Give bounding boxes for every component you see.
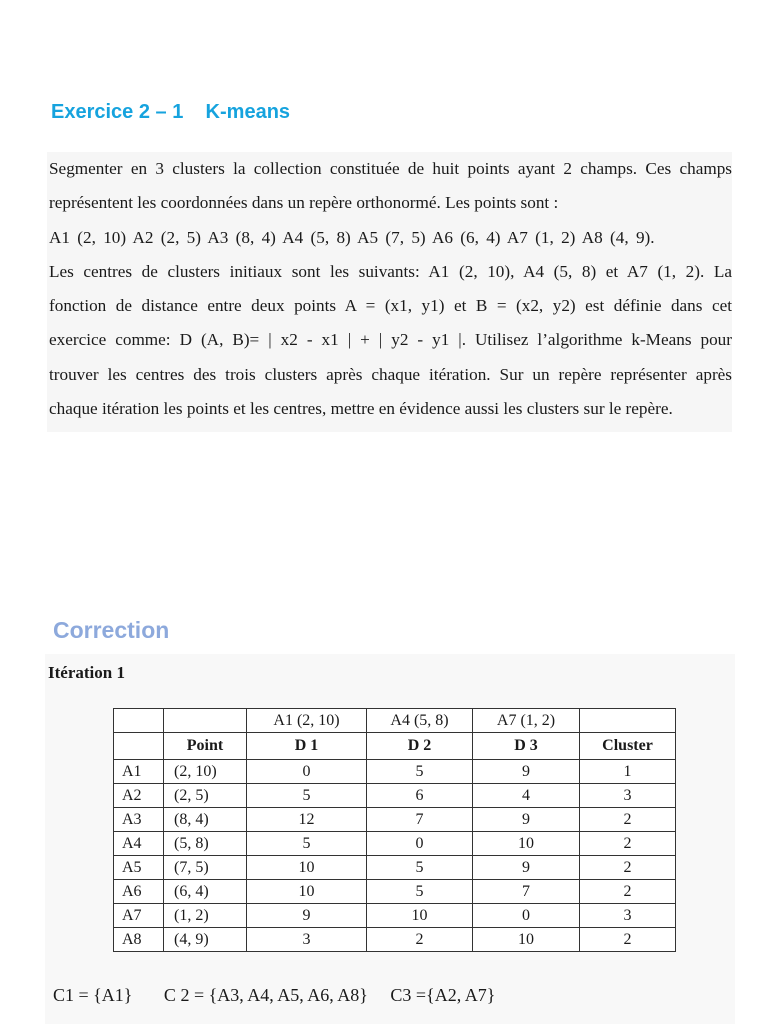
point-coords: (1, 2) xyxy=(164,904,247,928)
distance-d3: 10 xyxy=(473,832,580,856)
empty-header-cell xyxy=(164,709,247,733)
row-id: A6 xyxy=(114,880,164,904)
correction-heading: Correction xyxy=(53,617,170,643)
statement-line-6: exercice comme: D (A, B)= | x2 - x1 | + | y2 - y1 |. Utilisez l’algorithme k-Means pour xyxy=(49,330,732,350)
point-coords: (2, 5) xyxy=(164,784,247,808)
d1-column-header: D 1 xyxy=(247,733,367,760)
point-coords: (4, 9) xyxy=(164,928,247,952)
distance-d3: 10 xyxy=(473,928,580,952)
d3-column-header: D 3 xyxy=(473,733,580,760)
distance-d1: 10 xyxy=(247,880,367,904)
cluster-assignment: 3 xyxy=(580,784,676,808)
cluster-assignment: 2 xyxy=(580,832,676,856)
statement-line-4: Les centres de clusters initiaux sont les suivants: A1 (2, 10), A4 (5, 8) et A7 (1, 2). La xyxy=(49,261,732,281)
distance-d2: 7 xyxy=(367,808,473,832)
table-row xyxy=(114,880,676,904)
point-coords: (6, 4) xyxy=(164,880,247,904)
table-row xyxy=(114,784,676,808)
distance-d3: 9 xyxy=(473,808,580,832)
empty-header-cell xyxy=(114,733,164,760)
statement-line-2: représentent les coordonnées dans un repère orthonormé. Les points sont : xyxy=(49,193,559,213)
distance-d1: 5 xyxy=(247,832,367,856)
statement-line-8: chaque itération les points et les centres, mettre en évidence aussi les clusters sur le repère. xyxy=(49,399,673,419)
empty-header-cell xyxy=(580,709,676,733)
table-row xyxy=(114,904,676,928)
distance-d3: 7 xyxy=(473,880,580,904)
distance-d2: 5 xyxy=(367,880,473,904)
point-coords: (5, 8) xyxy=(164,832,247,856)
distance-d3: 0 xyxy=(473,904,580,928)
distance-d2: 5 xyxy=(367,760,473,784)
center-2-header: A4 (5, 8) xyxy=(367,709,473,733)
center-3-header: A7 (1, 2) xyxy=(473,709,580,733)
center-1-header: A1 (2, 10) xyxy=(247,709,367,733)
row-id: A2 xyxy=(114,784,164,808)
statement-line-1: Segmenter en 3 clusters la collection constituée de huit points ayant 2 champs. Ces champs xyxy=(49,159,732,178)
cluster-column-header: Cluster xyxy=(580,733,676,760)
distance-table xyxy=(113,708,676,952)
table-row xyxy=(114,928,676,952)
distance-d3: 4 xyxy=(473,784,580,808)
statement-line-7: trouver les centres des trois clusters après chaque itération. Sur un repère représenter après xyxy=(49,364,732,384)
row-id: A8 xyxy=(114,928,164,952)
point-coords: (7, 5) xyxy=(164,856,247,880)
distance-d2: 0 xyxy=(367,832,473,856)
statement-line-points: A1 (2, 10) A2 (2, 5) A3 (8, 4) A4 (5, 8) A5 (7, 5) A6 (6, 4) A7 (1, 2) A8 (4, 9). xyxy=(49,227,655,247)
cluster-assignment: 1 xyxy=(580,760,676,784)
point-coords: (2, 10) xyxy=(164,760,247,784)
table-row xyxy=(114,832,676,856)
row-id: A4 xyxy=(114,832,164,856)
cluster-assignment: 2 xyxy=(580,808,676,832)
distance-d1: 0 xyxy=(247,760,367,784)
distance-d1: 5 xyxy=(247,784,367,808)
exercise-title: Exercice 2 – 1 K-means xyxy=(51,101,291,123)
d2-column-header: D 2 xyxy=(367,733,473,760)
row-id: A7 xyxy=(114,904,164,928)
row-id: A5 xyxy=(114,856,164,880)
distance-d2: 10 xyxy=(367,904,473,928)
distance-d3: 9 xyxy=(473,760,580,784)
cluster-assignment: 2 xyxy=(580,880,676,904)
distance-d2: 6 xyxy=(367,784,473,808)
cluster-assignment: 3 xyxy=(580,904,676,928)
table-row xyxy=(114,856,676,880)
point-coords: (8, 4) xyxy=(164,808,247,832)
iteration-label: Itération 1 xyxy=(48,663,125,682)
distance-d2: 2 xyxy=(367,928,473,952)
cluster-assignment: 2 xyxy=(580,928,676,952)
distance-d1: 3 xyxy=(247,928,367,952)
row-id: A1 xyxy=(114,760,164,784)
distance-d1: 10 xyxy=(247,856,367,880)
point-column-header: Point xyxy=(164,733,247,760)
statement-line-5: fonction de distance entre deux points A = (x1, y1) et B = (x2, y2) est définie dans cet xyxy=(49,296,732,316)
center-header-row xyxy=(114,709,676,733)
table-row xyxy=(114,808,676,832)
clusters-summary: C1 = {A1} C 2 = {A3, A4, A5, A6, A8} C3 ={A2, A7} xyxy=(53,985,496,1005)
empty-header-cell xyxy=(114,709,164,733)
row-id: A3 xyxy=(114,808,164,832)
distance-d1: 9 xyxy=(247,904,367,928)
table-row xyxy=(114,760,676,784)
cluster-assignment: 2 xyxy=(580,856,676,880)
exercise-statement xyxy=(47,152,732,432)
distance-d2: 5 xyxy=(367,856,473,880)
distance-d3: 9 xyxy=(473,856,580,880)
distance-d1: 12 xyxy=(247,808,367,832)
column-header-row xyxy=(114,733,676,760)
